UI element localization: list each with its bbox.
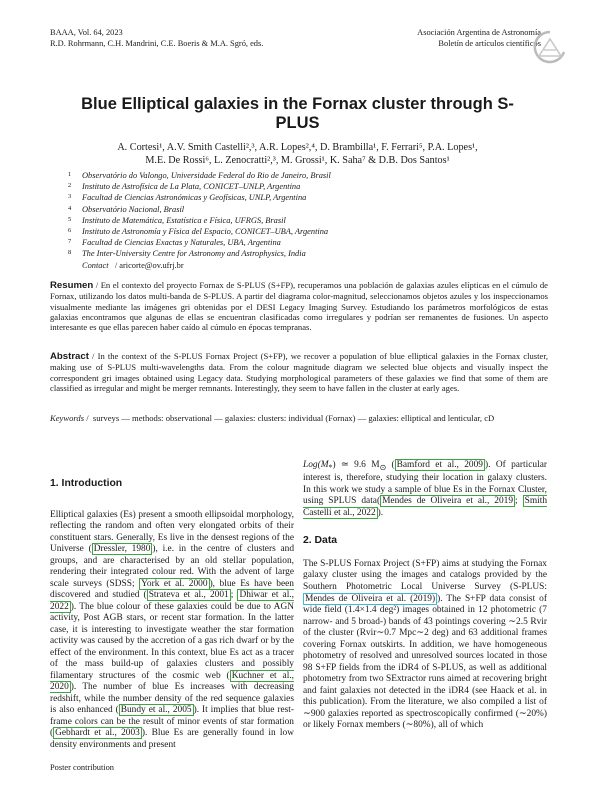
citation-link[interactable]: Dhiwar et al., 2022 <box>50 590 294 612</box>
resumen-block: Resumen / En el contexto del proyecto Fornax de S-PLUS (S+FP), recuperamos una población de galaxias azules elípticas en el cúmulo de Fornax, utilizando los datos multi-banda de S-PLUS. A partir del diagrama color-magnitud, seleccionamos objetos azules y los inspeccionamos visualmente mediante las imágenes gri obtenidas por el DESI Legacy Imaging Survey. Estudiando los parámetros morfológicos de estas galaxias encontramos que algunas de ellas se encuentran clasificadas como irregulares y podrían ser remanentes de fusiones. Un aspecto interesante es que ellas parecen haber caído al cúmulo en épocas tempranas. <box>50 280 549 333</box>
citation-link[interactable]: Mendes de Oliveira et al., 2019 <box>382 496 514 507</box>
right-column <box>303 460 547 732</box>
introduction-heading: 1. Introduction <box>50 478 123 489</box>
author-list <box>70 141 525 167</box>
citation-link[interactable]: Mendes de Oliveira et al. (2019) <box>305 593 436 604</box>
association-name: Asociación Argentina de Astronomía <box>417 28 541 37</box>
affiliation-item: 5 Instituto de Matemática, Estatística e Física, UFRGS, Brasil <box>68 215 286 225</box>
abstract-heading: Abstract <box>50 351 89 362</box>
authors-line-1: A. Cortesi¹, A.V. Smith Castelli²,³, A.R. Lopes²,⁴, D. Brambilla¹, F. Ferrari⁵, P.A. Lopes¹, <box>117 142 478 153</box>
citation-link[interactable]: Gebhardt et al., 2003 <box>55 728 140 739</box>
citation-link[interactable]: Smith Castelli et al., 2022 <box>303 496 548 518</box>
keywords-text: surveys — methods: observational — galaxies: clusters: individual (Fornax) — galaxies: elliptical and lenticular, cD <box>92 413 495 423</box>
citation-link[interactable]: Bundy et al., 2005 <box>120 705 192 716</box>
header-right <box>417 27 541 49</box>
journal-volume: BAAA, Vol. 64, 2023 <box>50 28 123 37</box>
introduction-paragraph: Elliptical galaxies (Es) present a smooth ellipsoidal morphology, reflecting the random and often very elongated orbits of their constituent stars. Generally, Es live in the densest regions of the Universe ( Dressler, 1980 ), i.e. in the centre of clusters and groups, and are characterised by an old stellar population, rendering their integrated colour red. With the advent of large scale surveys (SDSS; York et al. 2000 ), blue Es have been discovered and studied ( Strateva et al., 2001 ; Dhiwar et al., 2022 ). The blue colour of these galaxies could be due to AGN activity, Post AGB stars, or recent star formation. In the latter case, it is interesting to investigate weather the star formation activity was caused by the accretion of a gas rich dwarf or by the effect of the environment. In this context, blue Es act as a tracer of the mass build-up of galaxies clusters and possibly filamentary structures of the cosmic web ( Kuchner et al., 2020 ). The number of blue Es increases with decreasing redshift, while the number density of the red sequence galaxies is also enhanced ( Bundy et al., 2005 ). It implies that blue rest-frame colors can be the result of minor events of star formation ( Gebhardt et al., 2003 ). Blue Es are generally found in low density environments and present <box>50 509 295 750</box>
editors: R.D. Rohrmann, C.H. Mandrini, C.E. Boeris & M.A. Sgró, eds. <box>50 39 264 48</box>
left-column <box>50 478 294 751</box>
affiliation-item: 3 Facultad de Ciencias Astronómicas y Geofísicas, UNLP, Argentina <box>68 193 307 203</box>
bulletin-name: Boletín de artículos científicos <box>438 39 541 48</box>
authors-line-2: M.E. De Rossi⁶, L. Zenocratti²,³, M. Grossi¹, K. Saha⁷ & D.B. Dos Santos¹ <box>145 155 450 166</box>
citation-link[interactable]: York et al. 2000 <box>141 578 208 589</box>
header-left <box>50 27 263 49</box>
citation-link[interactable]: Dressler, 1980 <box>93 544 151 555</box>
affiliation-item: 2 Instituto de Astrofísica de La Plata, CONICET–UNLP, Argentina <box>68 182 301 192</box>
affiliation-item: 8 The Inter-University Centre for Astronomy and Astrophysics, India <box>68 249 306 259</box>
data-paragraph: The S-PLUS Fornax Project (S+FP) aims at studying the Fornax galaxy cluster using the images and catalogs provided by the Southern Photometric Local Universe Survey (S-PLUS: Mendes de Oliveira et al. (2019) ). The S+FP data consist of wide field (1.4×1.4 deg²) images obtained in 12 photometric (7 narrow- and 5 broad-) bands of 43 pointings covering ∼2.5 Rvir of the cluster (Rvir∼0.7 Mpc∼2 deg) and 63 additional frames covering Fornax outskirts. In addition, we have homogeneous photometry of resolved and unresolved sources located in those 98 S+FP fields from the iDR4 of S-PLUS, as well as additional photometry from two SExtractor runs aimed at recovering bright and faint galaxies not detected in the iDR4 (see Haack et al. in this publication). From the literature, we also compiled a list of ∼900 galaxies reported as spectroscopically confirmed (∼20%) or likely Fornax members (∼80%), all of which <box>303 558 547 731</box>
affiliation-item: 4 Observatório Nacional, Brasil <box>68 204 185 214</box>
contact-line: Contact / aricorte@ov.ufrj.br <box>82 261 184 270</box>
affiliation-item: 7 Facultad de Ciencias Exactas y Naturales, UBA, Argentina <box>68 238 281 248</box>
keywords-heading: Keywords <box>50 413 85 423</box>
data-heading: 2. Data <box>303 535 338 547</box>
citation-link[interactable]: Bamford et al., 2009 <box>396 460 483 470</box>
resumen-text: En el contexto del proyecto Fornax de S-PLUS (S+FP), recuperamos una población de galaxias azules elípticas en el cúmulo de Fornax, utilizando los datos multi-banda de S-PLUS. A partir del diagrama color-magnitud, seleccionamos objetos azules y los inspeccionamos visualmente mediante las imágenes gri obtenidas por el DESI Legacy Imaging Survey. Estudiando los parámetros morfológicos de estas galaxias encontramos que algunas de ellas se encuentran clasificadas como irregulares y podrían ser remanentes de fusiones. Un aspecto interesante es que ellas parecen haber caído al cúmulo en épocas tempranas. <box>50 280 549 333</box>
paper-title: Blue Elliptical galaxies in the Fornax cluster through S-PLUS <box>81 95 514 132</box>
affiliation-item: 1 Observatório do Valongo, Universidade Federal do Rio de Janeiro, Brasil <box>68 171 331 180</box>
resumen-heading: Resumen <box>50 280 94 291</box>
contact-label: Contact <box>82 261 109 270</box>
citation-link[interactable]: Strateva et al., 2001 <box>148 590 229 601</box>
keywords-block: Keywords / surveys — methods: observational — galaxies: clusters: individual (Fornax) — galaxies: elliptical and lenticular, cD <box>50 413 495 423</box>
abstract-text: In the context of the S-PLUS Fornax Project (S+FP), we recover a population of blue elliptical galaxies in the Fornax cluster, making use of S-PLUS multi-wavelengths data. From the colour magnitude diagram we selected blue objects and visually inspect the correspondent gri images obtained using Legacy data. Studying morphological parameters of these galaxies we find that some of them are classified as irregular and might be merger remnants. Interestingly, they seem to have fallen in the cluster at early ages. <box>50 351 549 393</box>
affiliation-item: 6 Instituto de Astronomía y Física del Espacio, CONICET–UBA, Argentina <box>68 227 329 237</box>
introduction-paragraph-continued: $Log(M_*)$ ≃ 9.6 $M_⊙$ ( Bamford et al., 2009 ). Of particular interest is, therefore, studying their location in galaxy clusters. In this work we study a sample of blue Es in the Fornax Cluster, using SPLUS data( Mendes de Oliveira et al., 2019 ; Smith Castelli et al., 2022 ). <box>303 460 548 518</box>
citation-link[interactable]: Kuchner et al., 2020 <box>50 670 295 693</box>
association-logo-icon <box>533 30 567 64</box>
abstract-block: Abstract / In the context of the S-PLUS Fornax Project (S+FP), we recover a population of blue elliptical galaxies in the Fornax cluster, making use of S-PLUS multi-wavelengths data. From the colour magnitude diagram we selected blue objects and visually inspect the correspondent gri images obtained using Legacy data. Studying morphological parameters of these galaxies we find that some of them are classified as irregular and might be merger remnants. Interestingly, they seem to have fallen in the cluster at early ages. <box>50 351 549 393</box>
footer-note: Poster contribution <box>50 763 114 772</box>
contact-email[interactable]: aricorte@ov.ufrj.br <box>119 261 184 270</box>
affiliations <box>68 170 331 260</box>
